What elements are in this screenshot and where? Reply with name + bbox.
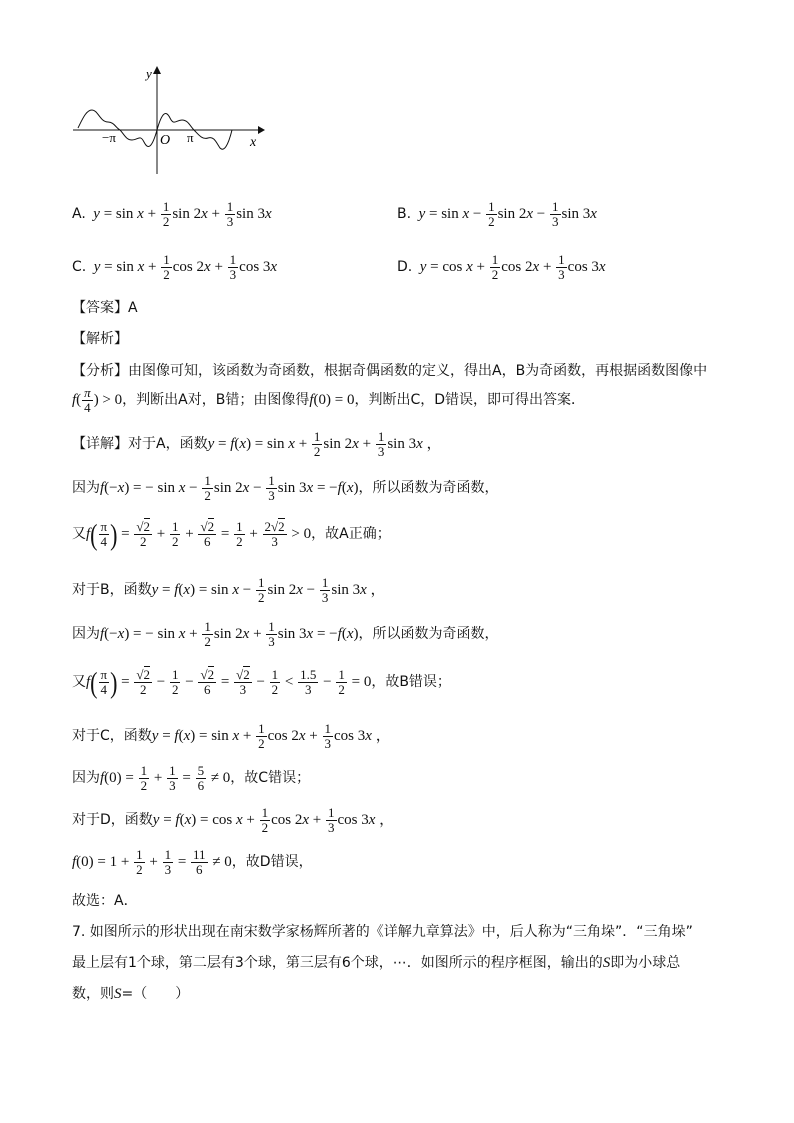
q7-line-3-s: S <box>114 986 122 1002</box>
detail-a-2-pre: 因为 <box>72 479 100 496</box>
q7-line-3-tail: =（ ） <box>121 986 190 1002</box>
tick-pi: π <box>187 130 194 145</box>
option-d[interactable]: D. y = cos x + $\frac{1}{2}$ cos 2x + $\frac{1}{3}$ cos 3x <box>397 252 606 282</box>
x-axis-label: x <box>250 135 257 150</box>
option-a[interactable]: A. y = sin x + $\frac{1}{2}$ sin 2x + $\frac{1}{3}$ sin 3x <box>72 199 272 229</box>
detail-a-1: 【详解】对于A，函数y = f(x) = sin x + $\frac{1}{2}$ sin 2x + $\frac{1}{3}$ sin 3x ， <box>72 429 442 459</box>
detail-d-1: 对于D，函数y = f(x) = cos x + $\frac{1}{2}$ cos 2x + $\frac{1}{3}$ cos 3x ， <box>72 805 395 835</box>
detail-d-2: f(0) = 1 + $\frac{1}{2}$ + $\frac{1}{3}$ = $\frac{11}{6}$ ≠ 0，故D错误， <box>72 847 313 877</box>
q7-line-2-tail: 即为小球总 <box>610 955 681 971</box>
detail-d-2-post: ，故D错误， <box>231 853 313 870</box>
fenxi-line-1 <box>72 360 707 380</box>
q7-line-2-text: 最上层有1个球，第二层有3个球，第三层有6个球，⋯．如图所示的程序框图，输出的 <box>72 955 603 971</box>
answer-value: A <box>128 300 138 316</box>
option-b-letter: B. <box>397 205 412 222</box>
detail-b-2-pre: 因为 <box>72 625 100 642</box>
tick-neg-pi: −π <box>102 130 116 145</box>
fenxi-tag: 【分析】 <box>72 363 128 379</box>
option-a-letter: A. <box>72 205 86 222</box>
detail-c-2-post: ，故C错误； <box>230 769 311 786</box>
function-graph <box>68 62 268 180</box>
answer-tag: 【答案】 <box>72 300 128 316</box>
y-axis-label: y <box>146 66 152 81</box>
answer-line <box>72 297 138 317</box>
detail-c-1-text: 对于C，函数 <box>72 727 152 744</box>
detail-c-2: 因为f(0) = $\frac{1}{2}$ + $\frac{1}{3}$ = $\frac{5}{6}$ ≠ 0，故C错误； <box>72 763 311 793</box>
detail-tag: 【详解】 <box>72 435 128 452</box>
detail-b-1: 对于B，函数y = f(x) = sin x − $\frac{1}{2}$ sin 2x − $\frac{1}{3}$ sin 3x ， <box>72 575 386 605</box>
option-c[interactable]: C. y = sin x + $\frac{1}{2}$ cos 2x + $\frac{1}{3}$ cos 3x <box>72 252 278 282</box>
option-d-letter: D. <box>397 258 413 275</box>
q7-line-3 <box>72 983 189 1003</box>
detail-a-3: 又f( $\frac{\pi}{4}$ ) = $\frac{√2}{2}$ + $\frac{1}{2}$ + $\frac{√2}{6}$ = $\frac{1}{2}$ + $\frac{2√2}{3}$ > 0，故A正确； <box>72 516 391 551</box>
detail-b-3-pre: 又 <box>72 673 86 690</box>
option-b[interactable]: B. y = sin x − $\frac{1}{2}$ sin 2x − $\frac{1}{3}$ sin 3x <box>397 199 597 229</box>
detail-c-2-pre: 因为 <box>72 769 100 786</box>
analysis-tag: 【解析】 <box>72 331 128 347</box>
q7-line-1: 7. 如图所示的形状出现在南宋数学家杨辉所著的《详解九章算法》中，后人称为“三角垛”．“三角垛” <box>72 924 693 940</box>
fenxi-text-3: ，判断出C，D错误，即可得出答案． <box>354 391 586 408</box>
detail-b-3: 又f( $\frac{\pi}{4}$ ) = $\frac{√2}{2}$ − $\frac{1}{2}$ − $\frac{√2}{6}$ = $\frac{√2}{3}$ − $\frac{1}{2}$ < $\frac{1.5}{3}$ − $\frac{1}{2}$ = 0，故B错误； <box>72 664 451 699</box>
detail-c-1: 对于C，函数y = f(x) = sin x + $\frac{1}{2}$ cos 2x + $\frac{1}{3}$ cos 3x ， <box>72 721 391 751</box>
option-c-letter: C. <box>72 258 87 275</box>
fenxi-line-2: f( $\frac{\pi}{4}$ ) > 0，判断出A对，B错；由图像得f(0) = 0，判断出C，D错误，即可得出答案． <box>72 385 586 415</box>
q7-line-2 <box>72 952 680 972</box>
conclusion: 故选：A． <box>72 893 138 909</box>
detail-d-1-text: 对于D，函数 <box>72 811 153 828</box>
detail-a-1-text: 对于A，函数 <box>128 435 208 452</box>
q7-line-3-text: 数，则 <box>72 986 114 1002</box>
detail-a-2-post: ，所以函数为奇函数， <box>358 479 499 496</box>
y-axis-arrow <box>153 66 161 74</box>
fenxi-text-1: 由图像可知，该函数为奇函数，根据奇偶函数的定义，得出A，B为奇函数，再根据函数图像中 <box>128 363 708 379</box>
detail-b-3-post: ，故B错误； <box>371 673 451 690</box>
x-axis-arrow <box>258 126 265 134</box>
detail-a-2: 因为f(−x) = − sin x − $\frac{1}{2}$ sin 2x − $\frac{1}{3}$ sin 3x = −f(x)，所以函数为奇函数， <box>72 473 499 503</box>
fenxi-text-2: ，判断出A对，B错；由图像得 <box>122 391 310 408</box>
detail-a-3-post: ，故A正确； <box>311 525 391 542</box>
detail-b-2: 因为f(−x) = − sin x + $\frac{1}{2}$ sin 2x + $\frac{1}{3}$ sin 3x = −f(x)，所以函数为奇函数， <box>72 619 499 649</box>
origin-label: O <box>160 133 171 148</box>
detail-a-3-pre: 又 <box>72 525 86 542</box>
q7-line-2-s: S <box>602 955 611 971</box>
detail-b-1-text: 对于B，函数 <box>72 581 152 598</box>
detail-b-2-post: ，所以函数为奇函数， <box>358 625 499 642</box>
